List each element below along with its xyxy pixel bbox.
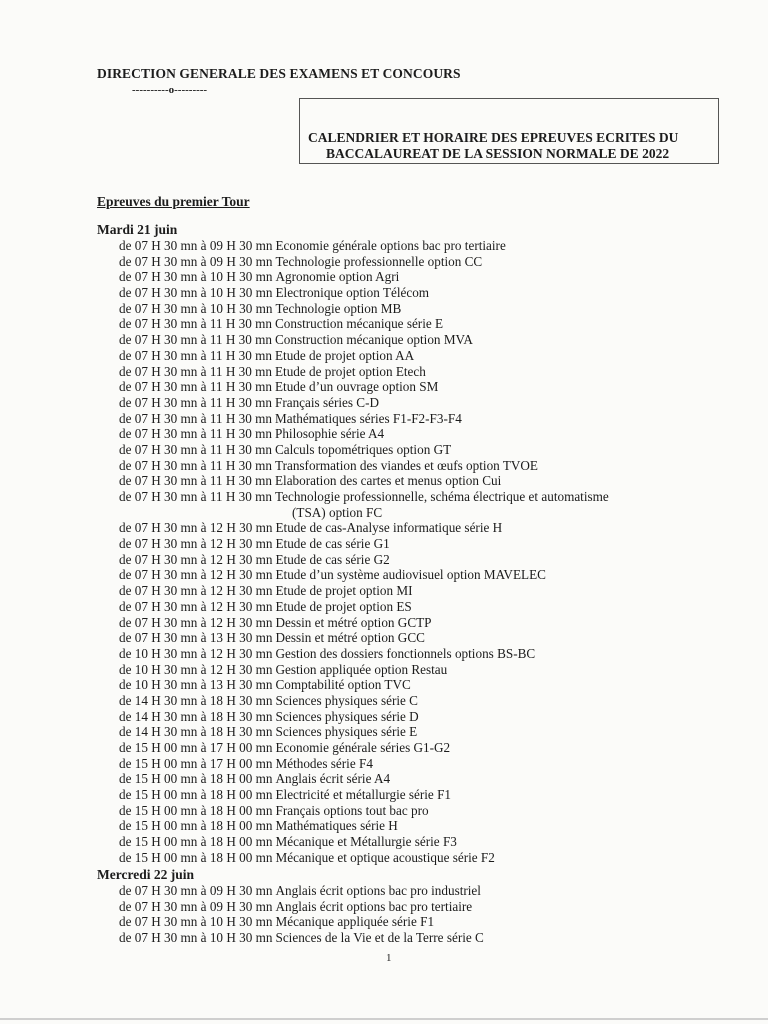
exam-time: de 07 H 30 mn à 10 H 30 mn <box>119 914 273 930</box>
exam-subject: Français options tout bac pro <box>275 802 429 818</box>
schedule-row <box>119 771 609 787</box>
exam-subject: Elaboration des cartes et menus option Cui <box>274 473 502 489</box>
exam-time: de 07 H 30 mn à 10 H 30 mn <box>119 930 273 946</box>
exam-subject: Dessin et métré option GCTP <box>275 614 432 630</box>
exam-subject: Français séries C-D <box>274 394 379 410</box>
exam-time: de 07 H 30 mn à 10 H 30 mn <box>119 285 273 301</box>
exam-time: de 15 H 00 mn à 18 H 00 mn <box>119 834 273 850</box>
exam-subject: Etude de cas-Analyse informatique série H <box>275 520 503 536</box>
exam-time: de 07 H 30 mn à 10 H 30 mn <box>119 300 273 316</box>
exam-subject: Mathématiques séries F1-F2-F3-F4 <box>274 410 462 426</box>
schedule-row <box>119 254 609 270</box>
exam-subject: Anglais écrit options bac pro tertiaire <box>275 898 473 914</box>
exam-subject: Mécanique et Métallurgie série F3 <box>275 834 457 850</box>
exam-subject: Calculs topométriques option GT <box>274 441 452 457</box>
exam-time: de 07 H 30 mn à 12 H 30 mn <box>119 598 273 614</box>
schedule-row <box>119 630 609 646</box>
schedule-row <box>119 458 609 474</box>
exam-time: de 15 H 00 mn à 17 H 00 mn <box>119 740 273 756</box>
exam-time: de 14 H 30 mn à 18 H 30 mn <box>119 708 273 724</box>
exam-time: de 07 H 30 mn à 11 H 30 mn <box>119 489 272 504</box>
schedule-list-wednesday <box>119 883 484 946</box>
exam-subject: Etude de cas série G1 <box>275 536 390 552</box>
exam-time: de 07 H 30 mn à 12 H 30 mn <box>119 551 273 567</box>
exam-subject: Gestion des dossiers fonctionnels options BS-BC <box>275 645 536 661</box>
day-label-wednesday: Mercredi 22 juin <box>97 867 194 882</box>
exam-subject: Etude de projet option AA <box>274 347 415 363</box>
exam-time: de 07 H 30 mn à 11 H 30 mn <box>119 379 272 395</box>
exam-time: de 15 H 00 mn à 18 H 00 mn <box>119 802 273 818</box>
exam-subject: Sciences physiques série D <box>275 708 419 724</box>
exam-time: de 07 H 30 mn à 11 H 30 mn <box>119 363 272 379</box>
schedule-row <box>119 615 609 631</box>
schedule-row <box>119 238 609 254</box>
exam-subject: Economie générale options bac pro tertiaire <box>275 238 506 253</box>
exam-time: de 10 H 30 mn à 13 H 30 mn <box>119 677 273 693</box>
schedule-list-tuesday <box>119 238 609 866</box>
exam-time: de 07 H 30 mn à 09 H 30 mn <box>119 883 273 898</box>
exam-time: de 07 H 30 mn à 11 H 30 mn <box>119 441 272 457</box>
schedule-row <box>119 834 609 850</box>
exam-time: de 07 H 30 mn à 12 H 30 mn <box>119 536 273 552</box>
title-line-1: CALENDRIER ET HORAIRE DES EPREUVES ECRITES DU <box>308 130 679 145</box>
exam-subject: Dessin et métré option GCC <box>275 630 425 646</box>
exam-time: de 07 H 30 mn à 12 H 30 mn <box>119 520 273 536</box>
schedule-row <box>119 756 609 772</box>
title-line-2: BACCALAUREAT DE LA SESSION NORMALE DE 2022 <box>326 146 670 161</box>
exam-subject: Mécanique appliquée série F1 <box>275 914 435 930</box>
exam-time: de 07 H 30 mn à 11 H 30 mn <box>119 332 272 348</box>
exam-subject: Electronique option Télécom <box>275 285 430 301</box>
exam-time: de 15 H 00 mn à 18 H 00 mn <box>119 787 273 803</box>
exam-time: de 07 H 30 mn à 09 H 30 mn <box>119 253 273 269</box>
exam-subject: Sciences de la Vie et de la Terre série C <box>275 930 484 946</box>
exam-subject: Etude de projet option ES <box>275 598 412 614</box>
exam-subject: Etude de projet option Etech <box>274 363 426 379</box>
exam-subject: Etude de cas série G2 <box>275 551 390 567</box>
exam-subject: Technologie professionnelle option CC <box>275 253 483 269</box>
exam-time: de 07 H 30 mn à 12 H 30 mn <box>119 583 273 599</box>
exam-time: de 14 H 30 mn à 18 H 30 mn <box>119 692 273 708</box>
exam-subject-continued: (TSA) option FC <box>292 504 383 520</box>
schedule-row <box>119 536 609 552</box>
schedule-row <box>119 599 609 615</box>
exam-subject: Etude de projet option MI <box>275 583 413 599</box>
exam-subject: Technologie option MB <box>275 300 402 316</box>
section-title: Epreuves du premier Tour <box>97 194 250 209</box>
exam-subject: Mécanique et optique acoustique série F2 <box>275 849 495 865</box>
schedule-row <box>119 740 609 756</box>
exam-subject: Construction mécanique option MVA <box>274 332 473 348</box>
schedule-row <box>119 301 609 317</box>
exam-subject: Construction mécanique série E <box>274 316 444 332</box>
exam-subject: Sciences physiques série E <box>275 724 418 740</box>
exam-time: de 07 H 30 mn à 11 H 30 mn <box>119 394 272 410</box>
exam-subject: Technologie professionnelle, schéma électrique et automatisme <box>274 489 609 504</box>
exam-time: de 07 H 30 mn à 11 H 30 mn <box>119 473 272 489</box>
schedule-row <box>119 709 609 725</box>
schedule-row <box>119 395 609 411</box>
schedule-row <box>119 442 609 458</box>
exam-time: de 07 H 30 mn à 09 H 30 mn <box>119 898 273 914</box>
exam-time: de 15 H 00 mn à 18 H 00 mn <box>119 771 273 787</box>
exam-time: de 14 H 30 mn à 18 H 30 mn <box>119 724 273 740</box>
schedule-row <box>119 850 609 866</box>
exam-time: de 10 H 30 mn à 12 H 30 mn <box>119 645 273 661</box>
exam-subject: Electricité et métallurgie série F1 <box>275 787 452 803</box>
exam-subject: Philosophie série A4 <box>274 426 385 442</box>
exam-time: de 15 H 00 mn à 17 H 00 mn <box>119 755 273 771</box>
org-separator: ----------o--------- <box>132 84 208 96</box>
exam-subject: Mathématiques série H <box>275 818 398 834</box>
exam-time: de 07 H 30 mn à 12 H 30 mn <box>119 567 273 583</box>
exam-time: de 07 H 30 mn à 13 H 30 mn <box>119 630 273 646</box>
exam-subject: Gestion appliquée option Restau <box>275 661 448 677</box>
schedule-row <box>119 914 484 930</box>
org-title: DIRECTION GENERALE DES EXAMENS ET CONCOURS <box>97 66 461 81</box>
exam-time: de 07 H 30 mn à 10 H 30 mn <box>119 269 273 285</box>
exam-time: de 07 H 30 mn à 11 H 30 mn <box>119 426 272 442</box>
exam-subject: Comptabilité option TVC <box>275 677 411 693</box>
exam-time: de 10 H 30 mn à 12 H 30 mn <box>119 661 273 677</box>
schedule-row <box>119 473 609 489</box>
exam-subject: Transformation des viandes et œufs option TVOE <box>274 457 538 473</box>
schedule-row <box>119 520 609 536</box>
schedule-row <box>119 646 609 662</box>
schedule-row <box>119 426 609 442</box>
schedule-row <box>119 567 609 583</box>
schedule-row <box>119 930 484 946</box>
schedule-row <box>119 269 609 285</box>
exam-time: de 07 H 30 mn à 12 H 30 mn <box>119 614 273 630</box>
schedule-row <box>119 662 609 678</box>
exam-time: de 07 H 30 mn à 09 H 30 mn <box>119 238 273 253</box>
schedule-row <box>119 552 609 568</box>
bottom-rule <box>0 1018 768 1020</box>
exam-time: de 07 H 30 mn à 11 H 30 mn <box>119 457 272 473</box>
exam-subject: Agronomie option Agri <box>275 269 400 285</box>
title-box <box>299 98 719 164</box>
schedule-row <box>119 411 609 427</box>
exam-time: de 07 H 30 mn à 11 H 30 mn <box>119 347 272 363</box>
exam-time: de 07 H 30 mn à 11 H 30 mn <box>119 316 272 332</box>
exam-time: de 15 H 00 mn à 18 H 00 mn <box>119 818 273 834</box>
schedule-row <box>119 724 609 740</box>
page-number: 1 <box>386 952 392 964</box>
schedule-row <box>119 803 609 819</box>
schedule-row <box>119 583 609 599</box>
schedule-row <box>119 379 609 395</box>
schedule-row <box>119 285 609 301</box>
schedule-row <box>119 348 609 364</box>
exam-subject: Etude d’un système audiovisuel option MAVELEC <box>275 567 546 583</box>
exam-time: de 07 H 30 mn à 11 H 30 mn <box>119 410 272 426</box>
schedule-row <box>119 693 609 709</box>
exam-subject: Economie générale séries G1-G2 <box>275 740 451 756</box>
exam-subject: Anglais écrit série A4 <box>275 771 391 787</box>
exam-subject: Anglais écrit options bac pro industriel <box>275 883 481 898</box>
schedule-row <box>119 883 484 899</box>
exam-subject: Sciences physiques série C <box>275 692 418 708</box>
exam-subject: Etude d’un ouvrage option SM <box>274 379 439 395</box>
schedule-row <box>119 677 609 693</box>
schedule-row <box>119 818 609 834</box>
day-label-tuesday: Mardi 21 juin <box>97 222 178 237</box>
schedule-row <box>119 787 609 803</box>
schedule-row <box>119 332 609 348</box>
schedule-row <box>119 316 609 332</box>
schedule-row <box>119 899 484 915</box>
schedule-row <box>119 489 609 520</box>
exam-subject: Méthodes série F4 <box>275 755 373 771</box>
schedule-row <box>119 364 609 380</box>
exam-time: de 15 H 00 mn à 18 H 00 mn <box>119 849 273 865</box>
